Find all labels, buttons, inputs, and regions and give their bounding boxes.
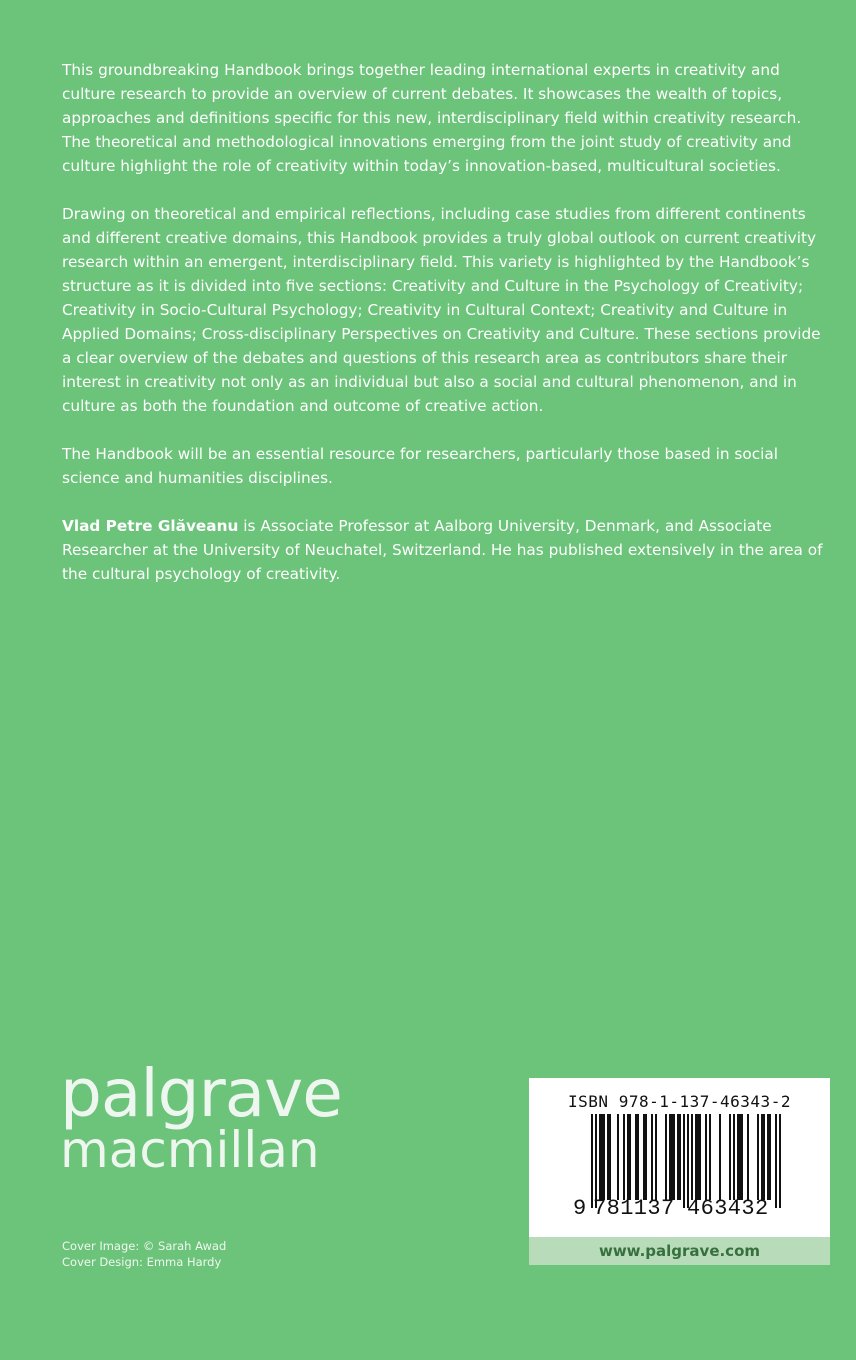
barcode-bar (697, 1114, 699, 1200)
blurb-paragraph-2: Drawing on theoretical and empirical reflections, including case studies from different continents and different creative domains, this Handbook provides a truly global outlook on current creativity research within an emergent, interdisciplinary field. This variety is highlighted by the Handbook’s structure as it is divided into five sections: Creativity and Culture in the Psychology of Creativity; Creativity in Socio-Cultural Psychology; Creativity in Cultural Context; Creativity and Culture in Applied Domains; Cross-disciplinary Perspectives on Creativity and Culture. These sections provide a clear overview of the debates and questions of this research area as contributors share their interest in creativity not only as an individual but also a social and cultural phenomenon, and in culture as both the foundation and outcome of creative action. (62, 205, 821, 415)
barcode-bar (719, 1114, 721, 1200)
cover-image-credit: Cover Image: © Sarah Awad (62, 1239, 227, 1253)
barcode-first-digit: 9 (573, 1196, 587, 1221)
barcode-right-group: 463432 (687, 1196, 769, 1221)
barcode-bar (767, 1114, 769, 1200)
barcode-bar (729, 1114, 731, 1200)
barcode-bar (599, 1114, 601, 1200)
barcode-left-group: 781137 (593, 1196, 675, 1221)
barcode-bar (779, 1114, 781, 1208)
barcode-bar (601, 1114, 603, 1200)
barcode-bar (623, 1114, 625, 1200)
barcode-bar (637, 1114, 639, 1200)
barcode-bar (629, 1114, 631, 1200)
barcode-bar (677, 1114, 679, 1200)
back-cover-blurb (62, 58, 832, 610)
barcode-bar (609, 1114, 611, 1200)
barcode-bar (737, 1114, 739, 1200)
barcode-bar (673, 1114, 675, 1200)
isbn-barcode-panel (529, 1078, 830, 1265)
barcode-bar (679, 1114, 681, 1200)
cover-design-credit: Cover Design: Emma Hardy (62, 1255, 222, 1269)
barcode-bar (643, 1114, 645, 1200)
author-name: Vlad Petre Glăveanu (62, 517, 239, 535)
barcode-bar (617, 1114, 619, 1200)
publisher-logo-line1: palgrave (60, 1055, 342, 1132)
isbn-label: ISBN 978-1-137-46343-2 (568, 1092, 791, 1111)
blurb-paragraph-1: This groundbreaking Handbook brings together leading international experts in creativity and culture research to provide an overview of current debates. It showcases the wealth of topics, approaches and definitions specific for this new, interdisciplinary field within creativity research. The theoretical and methodological innovations emerging from the joint study of creativity and culture highlight the role of creativity within today’s innovation-based, multicultural societies. (62, 61, 802, 175)
barcode-bar (695, 1114, 697, 1200)
barcode-bar (775, 1114, 777, 1208)
barcode-bar (669, 1114, 671, 1200)
barcode-bar (761, 1114, 763, 1200)
barcode-bar (671, 1114, 673, 1200)
author-bio (62, 514, 832, 586)
barcode-bar (603, 1114, 605, 1200)
barcode-bar (691, 1114, 693, 1200)
barcode-bar (635, 1114, 637, 1200)
barcode-bar (655, 1114, 657, 1200)
publisher-website[interactable]: www.palgrave.com (529, 1237, 830, 1265)
barcode-bar (687, 1114, 689, 1208)
barcode-bar (763, 1114, 765, 1200)
publisher-logo (60, 1055, 342, 1179)
barcode-bar (733, 1114, 735, 1200)
barcode-bar (651, 1114, 653, 1200)
barcode-bar (645, 1114, 647, 1200)
barcode-bar (683, 1114, 685, 1208)
barcode-bar (607, 1114, 609, 1200)
cover-credits (62, 1238, 226, 1270)
barcode-bar (699, 1114, 701, 1200)
barcode-bar (739, 1114, 741, 1200)
barcode-bar (769, 1114, 771, 1200)
barcode-bar (741, 1114, 743, 1200)
barcode-bar (665, 1114, 667, 1200)
blurb-paragraph-3: The Handbook will be an essential resource for researchers, particularly those based in social science and humanities disciplines. (62, 445, 779, 487)
barcode-bar (757, 1114, 759, 1200)
barcode-bar (705, 1114, 707, 1200)
barcode-bar (747, 1114, 749, 1200)
barcode-bar (591, 1114, 593, 1208)
barcode-bar (709, 1114, 711, 1200)
publisher-logo-line2: macmillan (60, 1121, 320, 1179)
barcode-bar (627, 1114, 629, 1200)
author-bio-text: is Associate Professor at Aalborg University, Denmark, and Associate Researcher at the University of Neuchatel, Switzerland. He has published extensively in the area of the cultural psychology of creativity. (62, 517, 823, 583)
barcode-bar (595, 1114, 597, 1208)
